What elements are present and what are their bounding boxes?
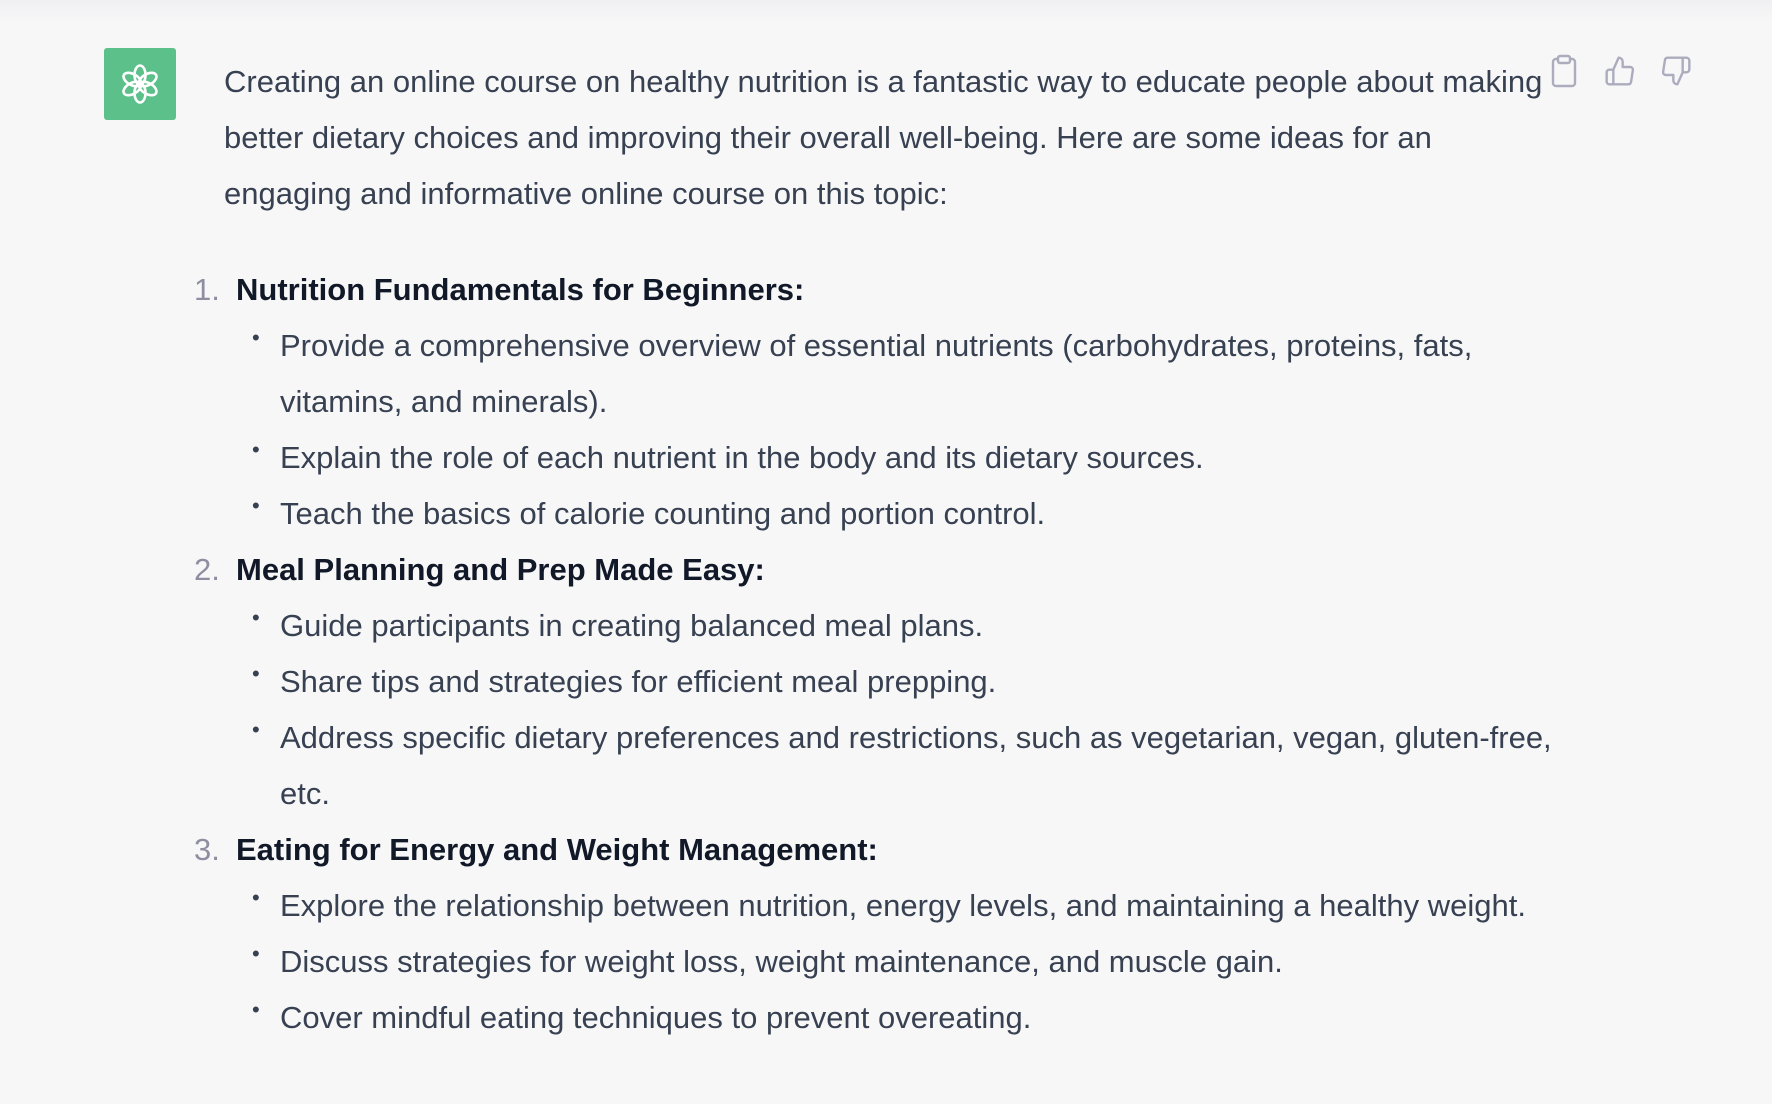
sub-item-text: Teach the basics of calorie counting and portion control. [280, 496, 1046, 531]
sub-list-item [224, 598, 1544, 654]
message-actions [1548, 52, 1692, 90]
sub-item-text: Address specific dietary preferences and restrictions, such as vegetarian, vegan, gluten-free, etc. [280, 720, 1552, 811]
sub-list-item [224, 486, 1544, 542]
list-number: 2. [194, 552, 220, 587]
thumbs-up-button[interactable] [1604, 52, 1636, 90]
sub-list-item [224, 430, 1544, 486]
clipboard-icon [1550, 54, 1578, 88]
list-heading: Eating for Energy and Weight Management: [236, 832, 878, 867]
thumbs-up-icon [1604, 55, 1636, 87]
list-item [194, 542, 1552, 822]
top-shade [0, 0, 1772, 22]
sub-list-item [224, 654, 1544, 710]
openai-logo-icon [118, 62, 162, 106]
sub-item-text: Explore the relationship between nutrition, energy levels, and maintaining a healthy weight. [280, 888, 1526, 923]
sub-list [224, 878, 1544, 1046]
thumbs-down-button[interactable] [1660, 52, 1692, 90]
bullet: • [252, 941, 260, 966]
ideas-list [194, 262, 1552, 1046]
sub-list-item [224, 878, 1544, 934]
bullet: • [252, 437, 260, 462]
sub-item-text: Provide a comprehensive overview of essential nutrients (carbohydrates, proteins, fats, vitamins, and minerals). [280, 328, 1473, 419]
message-intro: Creating an online course on healthy nutrition is a fantastic way to educate people about making better dietary choices and improving their overall well-being. Here are some ideas for an engaging and informative online course on this topic: [224, 64, 1543, 211]
sub-list-item [224, 318, 1544, 430]
copy-button[interactable] [1548, 52, 1580, 90]
bullet: • [252, 325, 260, 350]
thumbs-down-icon [1660, 55, 1692, 87]
sub-item-text: Discuss strategies for weight loss, weight maintenance, and muscle gain. [280, 944, 1283, 979]
list-item [194, 822, 1544, 1046]
sub-item-text: Explain the role of each nutrient in the body and its dietary sources. [280, 440, 1204, 475]
sub-item-text: Guide participants in creating balanced meal plans. [280, 608, 984, 643]
assistant-message [194, 54, 1552, 1046]
assistant-avatar [104, 48, 176, 120]
list-item [194, 262, 1544, 542]
bullet: • [252, 661, 260, 686]
bullet: • [252, 605, 260, 630]
list-number: 1. [194, 272, 220, 307]
bullet: • [252, 717, 260, 742]
sub-item-text: Cover mindful eating techniques to prevent overeating. [280, 1000, 1032, 1035]
bullet: • [252, 885, 260, 910]
sub-list [224, 598, 1552, 822]
bullet: • [252, 493, 260, 518]
sub-list-item [224, 710, 1552, 822]
sub-list-item [224, 990, 1544, 1046]
sub-list-item [224, 934, 1544, 990]
sub-list [224, 318, 1544, 542]
list-heading: Meal Planning and Prep Made Easy: [236, 552, 765, 587]
sub-item-text: Share tips and strategies for efficient meal prepping. [280, 664, 997, 699]
list-number: 3. [194, 832, 220, 867]
bullet: • [252, 997, 260, 1022]
list-heading: Nutrition Fundamentals for Beginners: [236, 272, 805, 307]
